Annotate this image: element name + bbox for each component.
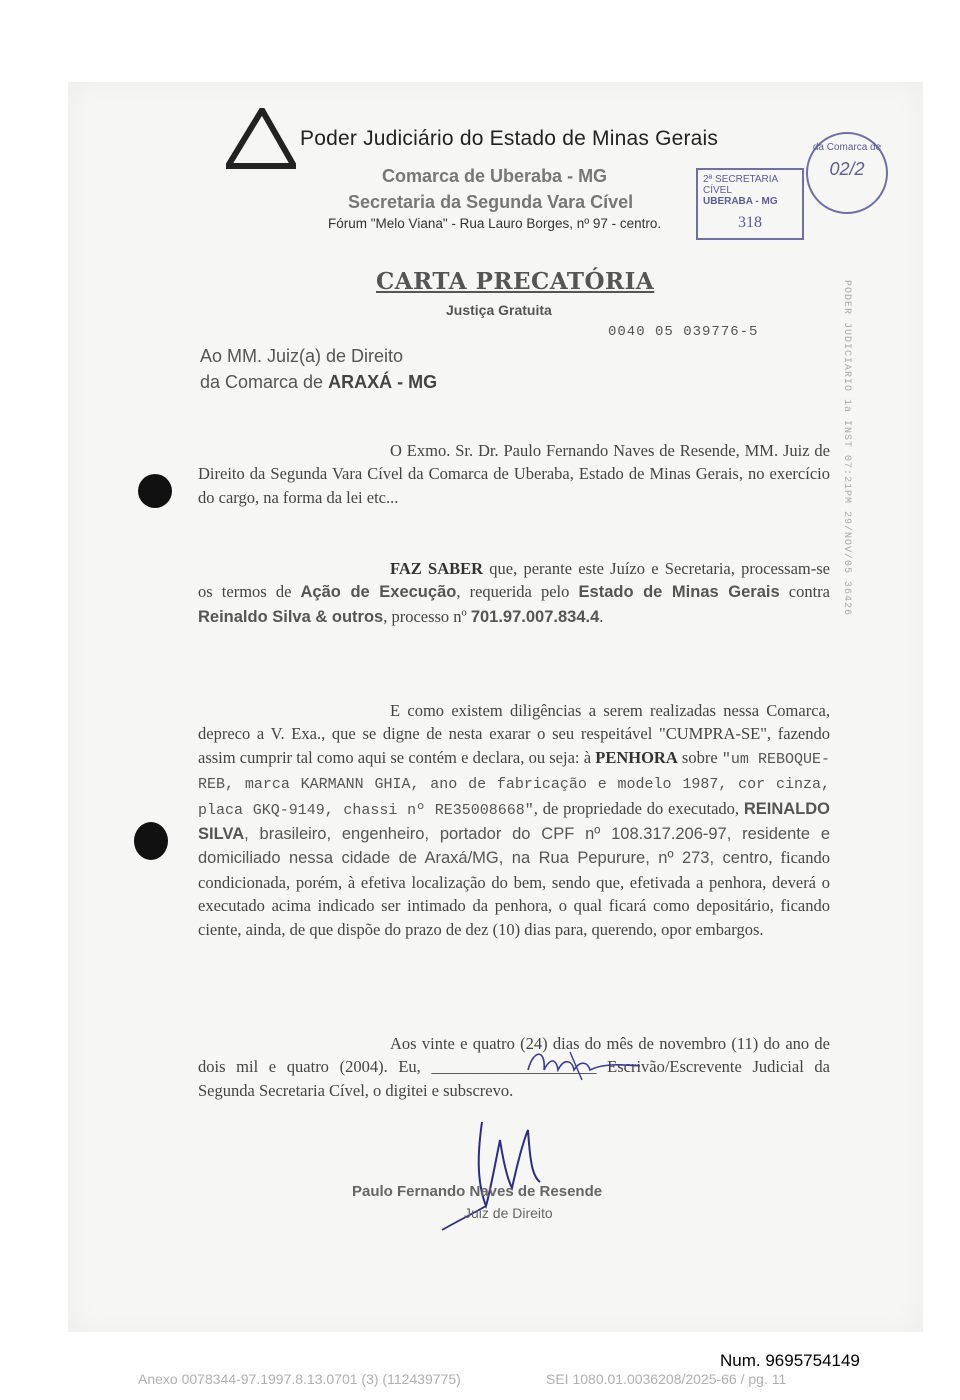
para4-text2: Escrivão/Escrevente Judicial da Segunda Secretaria Cível, o digitei e subscrevo. (198, 1057, 830, 1100)
process-code: 0040 05 039776-5 (608, 324, 759, 340)
judiciary-logo-icon (226, 108, 296, 170)
defendant-name: Reinaldo Silva & outros (198, 607, 384, 626)
para2-text3: contra (779, 582, 831, 602)
punch-hole-top (138, 474, 172, 508)
side-protocol-stamp (836, 280, 854, 620)
header-comarca: Comarca de Uberaba - MG (382, 166, 608, 186)
para3-text1: E como existem diligências a serem realizadas nessa Comarca, depreco a V. Exa., que se digne de nesta exarar o seu respeitável "CUMPRA-SE", fazendo assim cumprir tal como aqui se contém e declara, ou seja: à (198, 701, 830, 767)
para3-text3: , de propriedade do executado, (533, 798, 744, 818)
header-address: Fórum "Melo Viana" - Rua Lauro Borges, nº 97 - centro. (328, 216, 662, 231)
faz-saber-label: FAZ SABER (390, 559, 484, 578)
para2-text1: que, perante este Juízo e Secretaria, processam-se os termos de (198, 559, 831, 602)
paragraph-faz-saber (198, 557, 830, 629)
protocol-stamp-line2: UBERABA - MG (703, 196, 778, 207)
para2-text2: , requerida pelo (456, 582, 579, 602)
round-seal-text: da Comarca de (812, 142, 882, 153)
footer-sei-page: SEI 1080.01.0036208/2025-66 / pg. 11 (546, 1371, 787, 1387)
document-title: CARTA PRECATÓRIA (376, 268, 655, 295)
address-destination: ARAXÁ - MG (328, 372, 438, 392)
footer-document-number: Num. 9695754149 (720, 1351, 860, 1370)
protocol-stamp-line1: 2ª SECRETARIA CÍVEL (703, 174, 778, 196)
para2-text4: , processo nº (383, 606, 471, 626)
plaintiff-name: Estado de Minas Gerais (578, 583, 780, 602)
paragraph-intro-text: O Exmo. Sr. Dr. Paulo Fernando Naves de Resende, MM. Juiz de Direito da Segunda Vara Cível da Comarca de Uberaba, Estado de Minas Gerais, no exercício do cargo, na forma da lei etc... (198, 441, 830, 507)
penhora-label: PENHORA (595, 747, 678, 767)
round-seal-stamp (806, 132, 888, 214)
para3-text4: , ficando condicionada, porém, à efetiva localização do bem, sendo que, efetivada a penhora, deverá o executado acima indicado ser intimado da penhora, o qual ficará como depositário, ficando ciente, ainda, de que dispõe do prazo de dez (10) dias para, querendo, opor embargos. (198, 848, 830, 939)
clerk-signature-blank: ____________________ (431, 1057, 597, 1077)
paragraph-intro (198, 439, 830, 509)
paragraph-penhora (198, 699, 830, 941)
paragraph-closing (198, 1032, 830, 1102)
executed-name: REINALDO SILVA (198, 799, 831, 844)
header-secretaria: Secretaria da Segunda Vara Cível (348, 192, 634, 212)
para2-text5: . (599, 606, 604, 626)
round-seal-handwritten: 02/2 (829, 159, 865, 179)
header-court-name: Poder Judiciário do Estado de Minas Gerais (300, 127, 719, 150)
process-number: 701.97.007.834.4 (470, 607, 600, 626)
judge-name: Paulo Fernando Naves de Resende (352, 1183, 603, 1200)
para3-text2: sobre (677, 747, 722, 767)
judge-role: Juiz de Direito (464, 1205, 553, 1221)
protocol-stamp (696, 168, 804, 240)
document-subtitle: Justiça Gratuita (446, 302, 552, 318)
address-line1: Ao MM. Juiz(a) de Direito (200, 346, 404, 366)
address-line2-prefix: da Comarca de (200, 372, 329, 392)
action-type: Ação de Execução (300, 583, 457, 602)
footer-anexo: Anexo 0078344-97.1997.8.13.0701 (3) (112439775) (138, 1371, 461, 1387)
clerk-signature-icon (520, 1040, 650, 1085)
protocol-stamp-number: 318 (738, 214, 762, 231)
seized-asset-description: "um REBOQUE-REB, marca KARMANN GHIA, ano de fabricação e modelo 1987, cor cinza, placa GKQ-9149, chassi nº RE35008668" (198, 750, 830, 819)
executed-qualification: , brasileiro, engenheiro, portador do CPF nº 108.317.206-97, residente e domiciliado nessa cidade de Araxá/MG, na Rua Pepurure, nº 273, centro (198, 825, 830, 868)
para4-text1: Aos vinte e quatro (24) dias do mês de novembro (11) do ano de dois mil e quatro (2004). Eu, (198, 1034, 830, 1077)
side-protocol-text: PODER JUDICIARIO 1a INST 07:21PM 29/NOV/05 36426 (841, 280, 852, 617)
punch-hole-bottom (134, 822, 168, 860)
address-line2 (200, 372, 437, 393)
